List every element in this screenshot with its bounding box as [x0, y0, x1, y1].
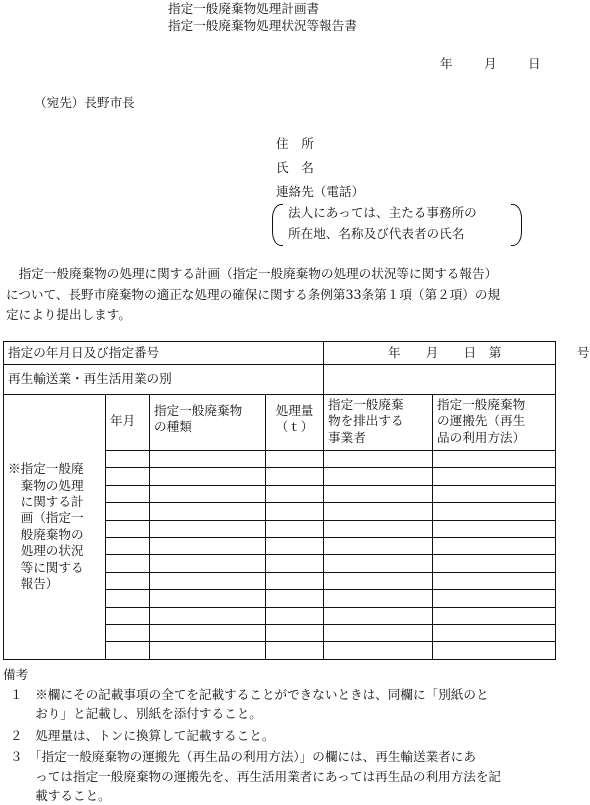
table-cell[interactable] — [106, 451, 150, 468]
table-cell[interactable] — [106, 572, 150, 589]
table-cell[interactable] — [433, 537, 556, 554]
table-cell[interactable] — [150, 537, 266, 554]
name-label: 氏 名 — [276, 160, 314, 175]
table-cell[interactable] — [433, 451, 556, 468]
plan-report-side-label: ※指定一般廃 棄物の処理 に関する計 画（指定一 般廃棄物の 処理の状況 等に関する 報告） — [4, 395, 106, 660]
table-cell[interactable] — [150, 485, 266, 502]
column-header-year-month: 年月 — [106, 395, 150, 451]
designation-label-cell — [4, 342, 324, 365]
business-type-label: 再生輸送業・再生活用業の別 — [8, 371, 172, 387]
date-day-label: 日 — [528, 56, 541, 71]
business-type-label-cell — [4, 365, 324, 395]
table-cell[interactable] — [106, 590, 150, 607]
corporate-note-line-2: 所在地、名称及び代表者の氏名 — [288, 226, 465, 241]
table-cell[interactable] — [324, 520, 433, 537]
contact-label: 連絡先（電話） — [276, 184, 365, 199]
note-3-line-3: 載すること。 — [10, 788, 111, 803]
intro-line-2: について、長野市廃棄物の適正な処理の確保に関する条例第33条第１項（第２項）の規 — [6, 287, 501, 302]
table-cell[interactable] — [266, 607, 324, 624]
table-cell[interactable] — [150, 468, 266, 485]
table-cell[interactable] — [324, 468, 433, 485]
table-cell[interactable] — [106, 607, 150, 624]
addressee: （宛先）長野市長 — [34, 95, 135, 110]
table-cell[interactable] — [150, 607, 266, 624]
table-cell[interactable] — [266, 624, 324, 641]
table-cell[interactable] — [433, 572, 556, 589]
designation-label: 指定の年月日及び指定番号 — [8, 344, 160, 360]
left-bracket — [272, 204, 283, 246]
table-cell[interactable] — [324, 451, 433, 468]
table-cell[interactable] — [150, 520, 266, 537]
column-header-waste-type: 指定一般廃棄物 の種類 — [150, 395, 266, 451]
table-cell[interactable] — [266, 590, 324, 607]
table-cell[interactable] — [433, 503, 556, 520]
notes-heading: 備考 — [3, 667, 29, 682]
table-cell[interactable] — [433, 590, 556, 607]
table-cell[interactable] — [266, 451, 324, 468]
table-cell[interactable] — [266, 555, 324, 572]
table-cell[interactable] — [324, 642, 433, 659]
intro-line-1: 指定一般廃棄物の処理に関する計画（指定一般廃棄物の処理の状況等に関する報告） — [6, 266, 498, 281]
table-cell[interactable] — [106, 555, 150, 572]
form-title-report: 指定一般廃棄物処理状況等報告書 — [168, 18, 357, 33]
intro-line-3: 定により提出します。 — [6, 307, 131, 322]
designation-value-cell[interactable] — [324, 342, 590, 365]
table-cell[interactable] — [106, 642, 150, 659]
business-type-value-cell[interactable] — [324, 365, 556, 395]
table-cell[interactable] — [433, 485, 556, 502]
designation-form-table — [3, 341, 590, 660]
corporate-note-line-1: 法人にあっては、主たる事務所の — [288, 205, 477, 220]
note-1-line-2: おり」と記載し、別紙を添付すること。 — [10, 706, 262, 721]
note-3-line-1: ３ 「指定一般廃棄物の運搬先（再生品の利用方法）」の欄には、再生輸送業者にあ — [10, 749, 476, 764]
table-cell[interactable] — [266, 503, 324, 520]
right-bracket — [511, 204, 522, 246]
table-cell[interactable] — [433, 642, 556, 659]
table-cell[interactable] — [150, 572, 266, 589]
table-cell[interactable] — [266, 520, 324, 537]
table-cell[interactable] — [324, 485, 433, 502]
table-cell[interactable] — [324, 555, 433, 572]
table-cell[interactable] — [150, 503, 266, 520]
table-cell[interactable] — [266, 642, 324, 659]
date-month-label: 月 — [484, 56, 497, 71]
table-cell[interactable] — [266, 468, 324, 485]
table-cell[interactable] — [266, 537, 324, 554]
table-cell[interactable] — [266, 572, 324, 589]
note-2: ２ 処理量は、トンに換算して記載すること。 — [10, 728, 275, 743]
column-header-generator: 指定一般廃棄 物を排出する 事業者 — [324, 395, 433, 451]
corporate-note-bracket — [272, 204, 522, 246]
table-cell[interactable] — [324, 624, 433, 641]
table-cell[interactable] — [150, 624, 266, 641]
designation-value: 年 月 日 第 号 — [388, 344, 590, 360]
note-1-line-1: １ ※欄にその記載事項の全てを記載することができないときは、同欄に「別紙のと — [10, 687, 489, 702]
table-cell[interactable] — [106, 520, 150, 537]
column-header-destination: 指定一般廃棄物 の運搬先（再生 品の利用方法） — [433, 395, 556, 451]
column-header-quantity: 処理量 （ｔ） — [266, 395, 324, 451]
table-cell[interactable] — [106, 503, 150, 520]
note-3-line-2: っては指定一般廃棄物の運搬先を、再生活用業者にあっては再生品の利用方法を記 — [10, 769, 502, 784]
table-cell[interactable] — [433, 607, 556, 624]
table-cell[interactable] — [150, 451, 266, 468]
table-cell[interactable] — [433, 520, 556, 537]
table-cell[interactable] — [150, 555, 266, 572]
address-label: 住 所 — [276, 136, 314, 151]
table-cell[interactable] — [324, 590, 433, 607]
table-cell[interactable] — [433, 555, 556, 572]
table-cell[interactable] — [106, 624, 150, 641]
table-cell[interactable] — [324, 503, 433, 520]
table-cell[interactable] — [324, 572, 433, 589]
date-year-label: 年 — [440, 56, 453, 71]
table-cell[interactable] — [106, 485, 150, 502]
table-cell[interactable] — [266, 485, 324, 502]
table-cell[interactable] — [324, 607, 433, 624]
table-cell[interactable] — [150, 642, 266, 659]
table-cell[interactable] — [433, 624, 556, 641]
table-cell[interactable] — [150, 590, 266, 607]
table-cell[interactable] — [106, 468, 150, 485]
table-cell[interactable] — [433, 468, 556, 485]
table-cell[interactable] — [106, 537, 150, 554]
form-title-plan: 指定一般廃棄物処理計画書 — [168, 1, 320, 16]
table-cell[interactable] — [324, 537, 433, 554]
